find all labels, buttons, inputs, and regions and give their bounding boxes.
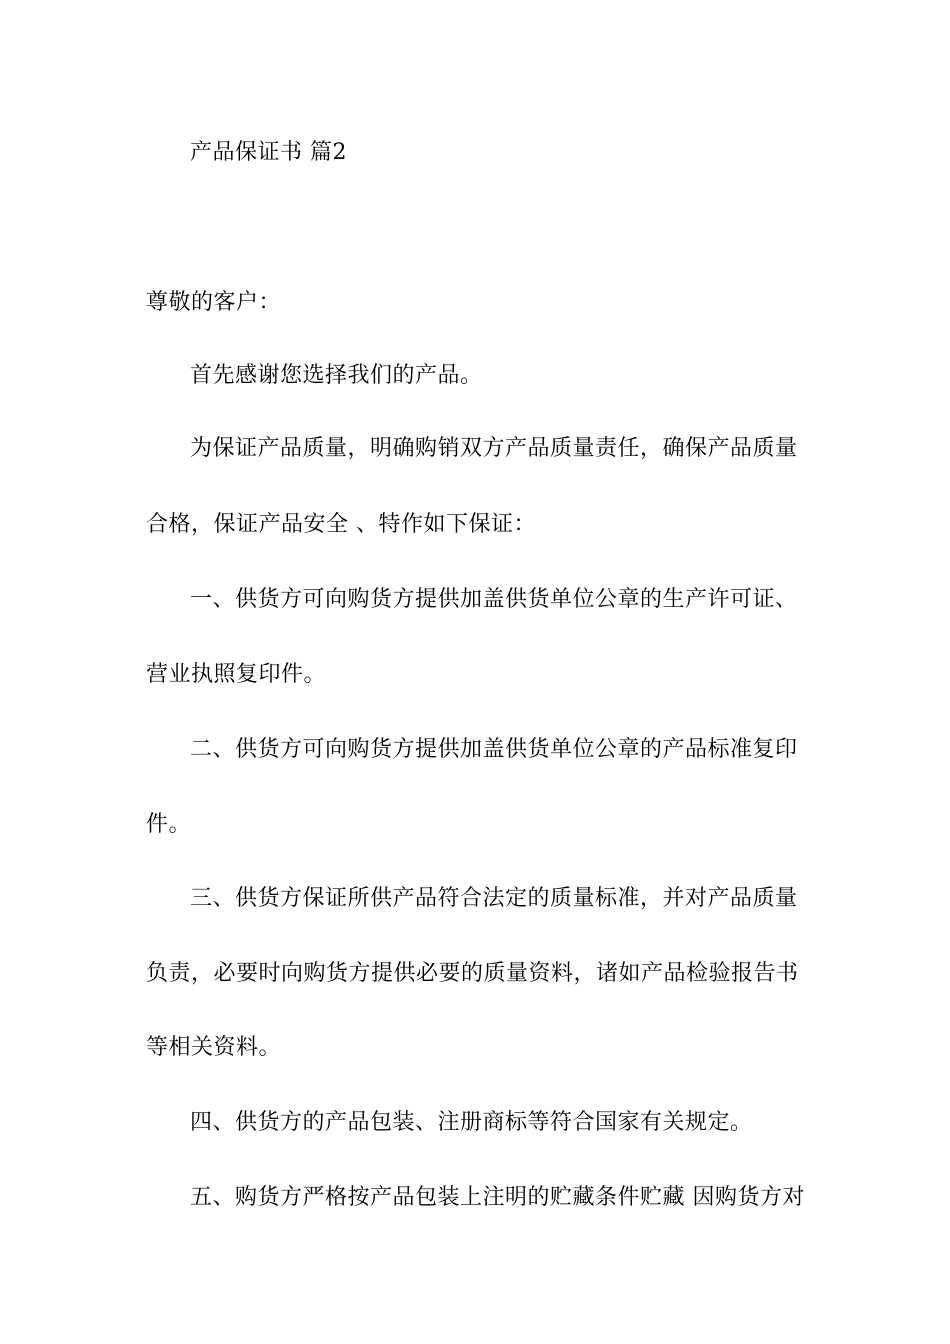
paragraph-line: 五、购货方严格按产品包装上注明的贮藏条件贮藏 因购货方对 xyxy=(190,1185,805,1210)
paragraph-line: 二、供货方可向购货方提供加盖供货单位公章的产品标准复印 xyxy=(190,737,798,762)
paragraph-line: 等相关资料。 xyxy=(146,1035,282,1060)
paragraph-line: 营业执照复印件。 xyxy=(146,662,327,687)
paragraph-line: 首先感谢您选择我们的产品。 xyxy=(190,363,483,388)
paragraph-line: 三、供货方保证所供产品符合法定的质量标准，并对产品质量 xyxy=(190,886,798,911)
paragraph-line: 件。 xyxy=(146,812,192,837)
salutation: 尊敬的客户： xyxy=(146,290,282,315)
paragraph-line: 四、供货方的产品包装、注册商标等符合国家有关规定。 xyxy=(190,1110,753,1135)
paragraph-line: 负责，必要时向购货方提供必要的质量资料，诸如产品检验报告书 xyxy=(146,961,799,986)
document-title: 产品保证书 篇2 xyxy=(190,140,347,165)
paragraph-line: 一、供货方可向购货方提供加盖供货单位公章的生产许可证、 xyxy=(190,587,798,612)
paragraph-line: 为保证产品质量，明确购销双方产品质量责任，确保产品质量 xyxy=(190,436,798,461)
paragraph-line: 合格，保证产品安全 、特作如下保证： xyxy=(146,512,536,537)
